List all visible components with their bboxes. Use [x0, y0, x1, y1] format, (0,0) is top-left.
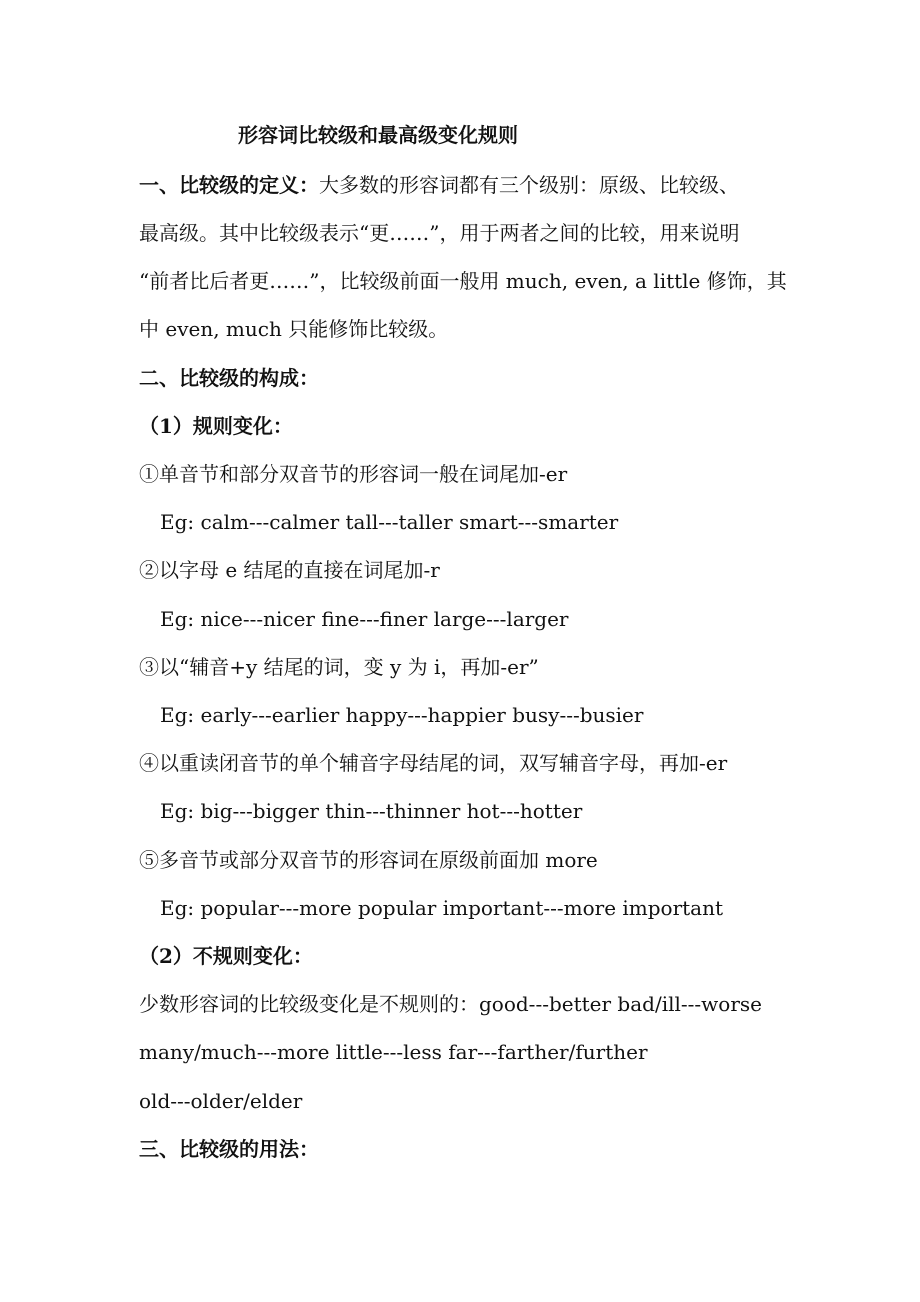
- irregular-line-2: many/much---more little---less far---farther/further: [139, 1040, 648, 1064]
- rule-2: ②以字母 e 结尾的直接在词尾加-r: [139, 558, 440, 582]
- example-1: Eg: calm---calmer tall---taller smart---smarter: [160, 510, 619, 534]
- rule-5: ⑤多音节或部分双音节的形容词在原级前面加 more: [139, 848, 598, 872]
- section-2-heading: 二、比较级的构成：: [139, 366, 319, 390]
- definition-text-1: 大多数的形容词都有三个级别：原级、比较级、: [319, 173, 739, 197]
- definition-line-4: 中 even, much 只能修饰比较级。: [139, 317, 449, 341]
- rule-1: ①单音节和部分双音节的形容词一般在词尾加-er: [139, 462, 568, 486]
- section-3-heading: 三、比较级的用法：: [139, 1137, 319, 1161]
- rule-4: ④以重读闭音节的单个辅音字母结尾的词，双写辅音字母，再加-er: [139, 751, 728, 775]
- irregular-line-3: old---older/elder: [139, 1089, 303, 1113]
- rule-3: ③以“辅音+y 结尾的词，变 y 为 i，再加-er”: [139, 655, 539, 679]
- example-3: Eg: early---earlier happy---happier busy---busier: [160, 703, 644, 727]
- definition-line-2: 最高级。其中比较级表示“更……”，用于两者之间的比较，用来说明: [139, 221, 740, 245]
- section-1-heading: 一、比较级的定义：: [139, 173, 319, 197]
- example-4: Eg: big---bigger thin---thinner hot---hotter: [160, 799, 583, 823]
- irregular-line-1: 少数形容词的比较级变化是不规则的：good---better bad/ill---worse: [139, 992, 762, 1016]
- example-5: Eg: popular---more popular important---more important: [160, 896, 724, 920]
- regular-change-heading: （1）规则变化：: [139, 414, 293, 438]
- definition-line-3: “前者比后者更……”，比较级前面一般用 much, even, a little 修饰，其: [139, 269, 787, 293]
- irregular-change-heading: （2）不规则变化：: [139, 944, 313, 968]
- definition-line-1: [139, 171, 739, 199]
- document-title: 形容词比较级和最高级变化规则: [238, 123, 518, 147]
- example-2: Eg: nice---nicer fine---finer large---larger: [160, 607, 569, 631]
